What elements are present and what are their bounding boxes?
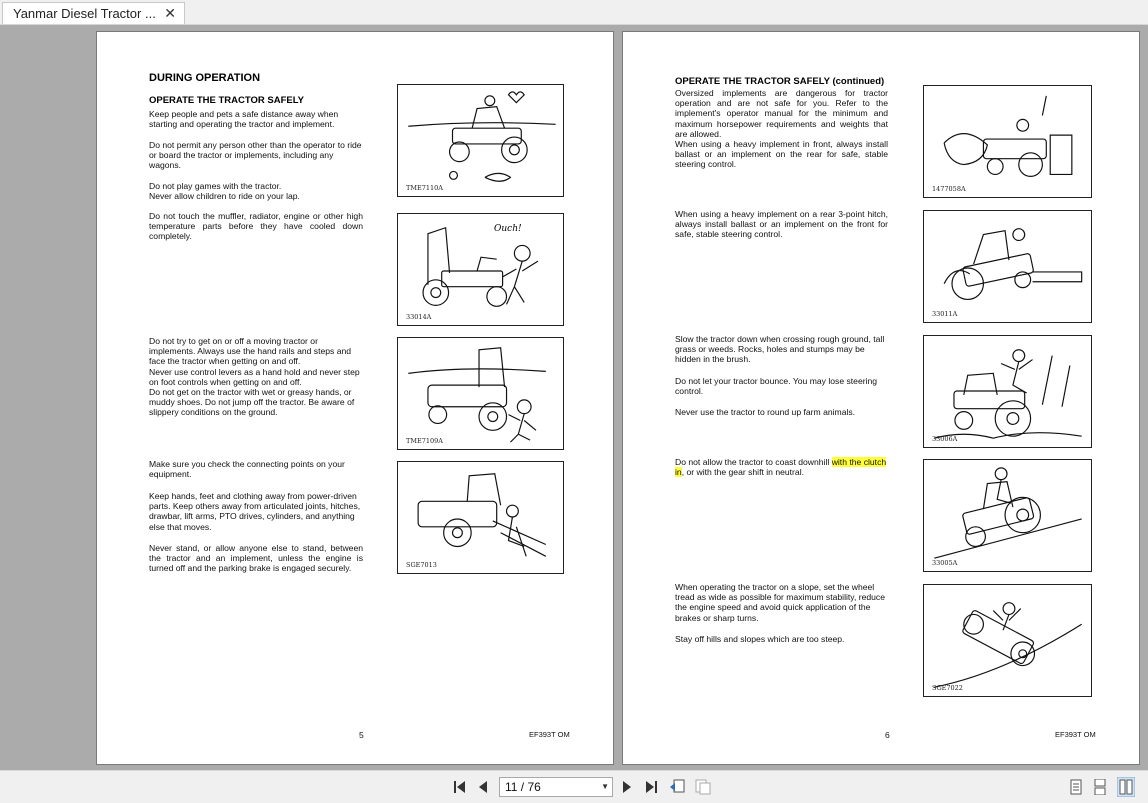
next-view-icon[interactable] (695, 779, 711, 795)
illustration-hitch (397, 461, 564, 574)
figure-code: 1477058A (932, 185, 966, 193)
document-tab[interactable] (2, 2, 185, 24)
navigation-toolbar (0, 770, 1148, 803)
highlight: with the clutch (831, 457, 887, 467)
figure-code: 33005A (932, 559, 958, 567)
figure-code: 33006A (932, 435, 958, 443)
illustration-falling-operator (397, 337, 564, 450)
single-page-icon[interactable] (1069, 779, 1083, 795)
text-block: Never stand, or allow anyone else to stand, between the tractor and an implement, unless the engine is turned off and the parking brake is engaged securely. (149, 543, 363, 574)
ouch-caption: Ouch! (494, 224, 522, 234)
page-5 (96, 31, 614, 765)
section-subheading: OPERATE THE TRACTOR SAFELY (continued) (675, 76, 885, 87)
illustration-slope (923, 584, 1092, 697)
text-block: Keep hands, feet and clothing away from power-driven parts. Keep others away from articulated joints, hitches, drawbar, lift arms, PTO drives, cylinders, and anything else that moves. (149, 491, 361, 532)
tab-bar (0, 0, 1148, 25)
figure-code: TME7110A (406, 184, 443, 192)
figure-code: 33011A (932, 310, 958, 318)
text-block: Oversized implements are dangerous for tractor operation and are not safe for you. Refer to the implement's operator manual for the minimum and maximum horsepower requirements and weights that are allowed. When using a heavy implement in front, always install ballast or an implement on the rear for safe, stable steering control. (675, 88, 888, 170)
tab-title: Yanmar Diesel Tractor ... (13, 6, 156, 21)
page-number-field[interactable]: 11 / 76 ▼ (499, 777, 613, 797)
figure-code: SGE7013 (406, 561, 437, 569)
text-block: When using a heavy implement on a rear 3-point hitch, always install ballast or an implement on the front for safe, stable steering control. (675, 209, 888, 240)
continuous-icon[interactable] (1093, 779, 1107, 795)
close-icon[interactable]: ✕ (164, 5, 176, 21)
figure-code: SGE7022 (932, 684, 963, 692)
document-viewer[interactable] (0, 25, 1148, 770)
text-block: Do not permit any person other than the operator to ride or board the tractor or implements, including any wagons. (149, 140, 362, 171)
highlight: in (675, 467, 682, 478)
text-block: Do not play games with the tractor. Never allow children to ride on your lap. (149, 181, 300, 202)
illustration-rough-ground (923, 335, 1092, 448)
prev-view-icon[interactable] (669, 779, 685, 795)
doc-code: EF393T OM (1055, 730, 1096, 739)
text-block: Keep people and pets a safe distance away when starting and operating the tractor and implement. (149, 109, 339, 130)
text-block: Never use the tractor to round up farm animals. (675, 407, 856, 417)
doc-code: EF393T OM (529, 730, 570, 739)
next-page-icon[interactable] (622, 779, 632, 795)
illustration-hot-engine (397, 213, 564, 326)
text-block: Do not touch the muffler, radiator, engine or other high temperature parts before they have cooled down completely. (149, 211, 363, 242)
figure-code: 33014A (406, 313, 432, 321)
page-number: 6 (885, 730, 890, 740)
section-subheading: OPERATE THE TRACTOR SAFELY (149, 95, 305, 106)
page-number: 5 (359, 730, 364, 740)
text-block: Make sure you check the connecting points on your equipment. (149, 459, 345, 480)
illustration-rear-implement (923, 210, 1092, 323)
page-6 (622, 31, 1140, 765)
text-block: Stay off hills and slopes which are too steep. (675, 634, 845, 644)
illustration-tractor-pets (397, 84, 564, 197)
illustration-front-implement (923, 85, 1092, 198)
figure-code: TME7109A (406, 437, 443, 445)
text-block: Do not let your tractor bounce. You may lose steering control. (675, 376, 878, 397)
text-block: Do not try to get on or off a moving tractor or implements. Always use the hand rails and steps and face the tractor when getting on and off. Never use control levers as a hand hold and never step on foot controls when getting on and off. Do not get on the tractor with wet or greasy hands, or muddy shoes. Do not jump off the tractor. Be aware of slippery conditions on the ground. (149, 336, 360, 418)
text-block-highlighted[interactable]: Do not allow the tractor to coast downhill with the clutch in, or with the gear shift in neutral. (675, 457, 887, 478)
first-page-icon[interactable] (453, 779, 467, 795)
text-block: Slow the tractor down when crossing rough ground, tall grass or weeds. Rocks, holes and stumps may be hidden in the brush. (675, 334, 885, 365)
two-page-icon[interactable] (1117, 777, 1135, 797)
chevron-down-icon[interactable]: ▼ (601, 782, 609, 791)
illustration-downhill (923, 459, 1092, 572)
prev-page-icon[interactable] (478, 779, 488, 795)
text-block: When operating the tractor on a slope, set the wheel tread as wide as possible for maximum stability, reduce the engine speed and avoid quick application of the brakes or sharp turns. (675, 582, 885, 623)
section-heading: DURING OPERATION (149, 72, 261, 84)
last-page-icon[interactable] (644, 779, 658, 795)
